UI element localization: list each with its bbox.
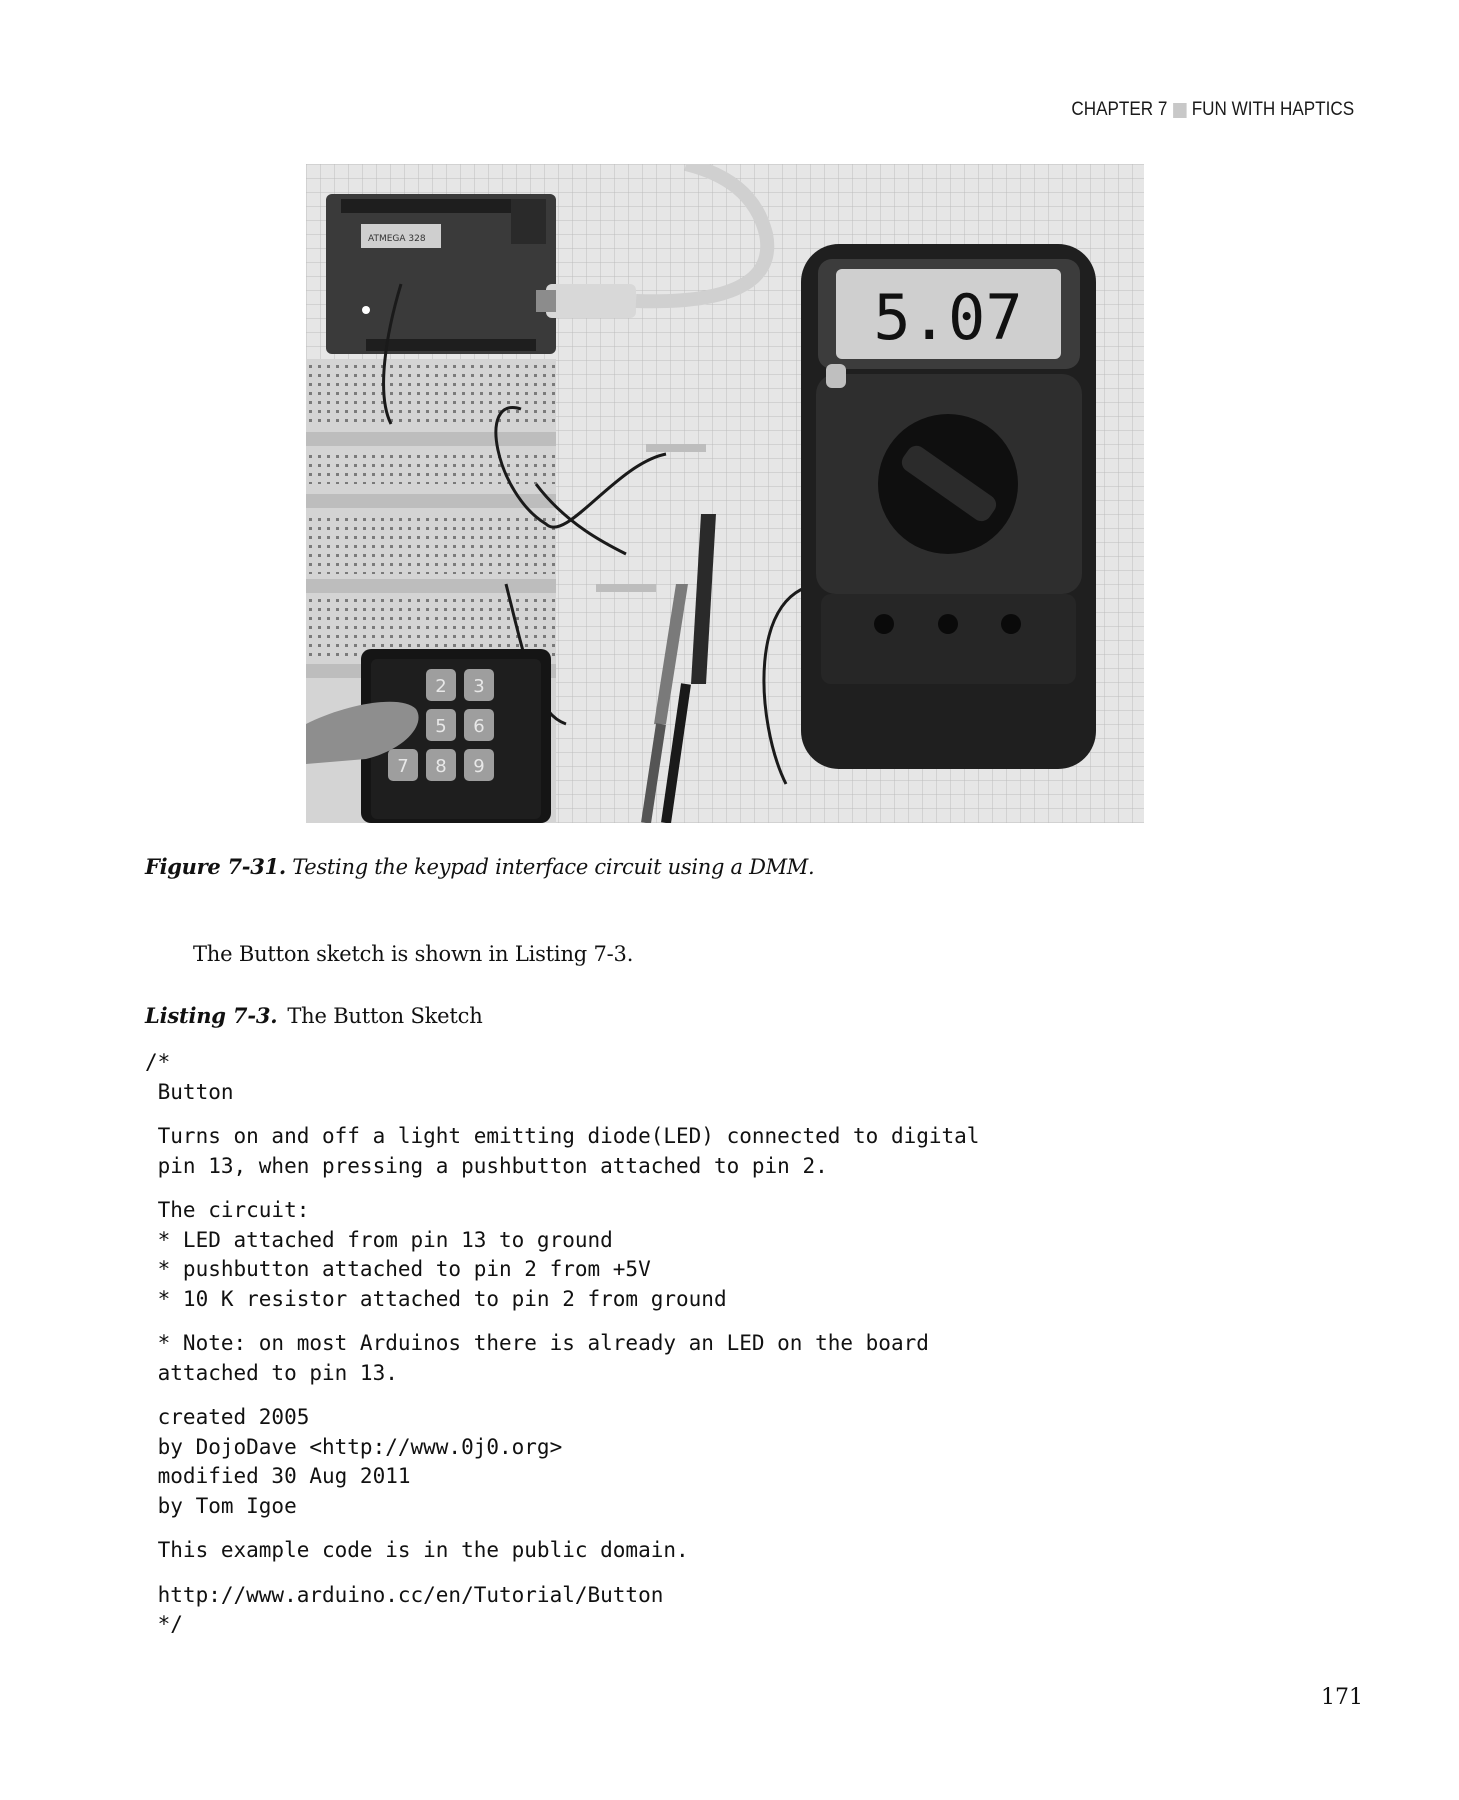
- code-line: * LED attached from pin 13 to ground: [145, 1227, 613, 1252]
- code-line: modified 30 Aug 2011: [145, 1464, 411, 1488]
- code-line: * 10 K resistor attached to pin 2 from ground: [145, 1286, 727, 1311]
- code-line: * pushbutton attached to pin 2 from +5V: [145, 1257, 651, 1281]
- keypad-key-label: 5: [435, 716, 447, 737]
- keypad-key: [426, 749, 456, 781]
- keypad-key: [464, 749, 494, 781]
- listing-title: [145, 1003, 483, 1028]
- code-listing: [145, 1048, 979, 1640]
- code-line: by Tom Igoe: [145, 1493, 297, 1518]
- keypad-key-label: 2: [435, 676, 447, 697]
- figure-caption: [145, 854, 814, 879]
- code-line: */: [145, 1612, 183, 1636]
- code-line: * Note: on most Arduinos there is already an LED on the board: [145, 1331, 929, 1355]
- running-header: [1071, 99, 1354, 121]
- chapter-label: CHAPTER 7: [1071, 99, 1168, 120]
- code-spacer: [145, 1181, 979, 1196]
- keypad-key-label: 6: [473, 716, 485, 737]
- code-line: http://www.arduino.cc/en/Tutorial/Button: [145, 1582, 664, 1607]
- code-spacer: [145, 1107, 979, 1122]
- code-spacer: [145, 1388, 979, 1403]
- keypad-key: [464, 709, 494, 741]
- listing-label: Listing 7-3.: [145, 1003, 278, 1028]
- keypad-key-label: 7: [397, 756, 409, 777]
- keypad-key-label: 9: [473, 756, 485, 777]
- page-number: 171: [1321, 1685, 1363, 1710]
- keypad-key: [426, 709, 456, 741]
- code-line: pin 13, when pressing a pushbutton attached to pin 2.: [145, 1153, 828, 1178]
- code-line: Button: [145, 1079, 234, 1104]
- keypad-key: [388, 749, 418, 781]
- code-spacer: [145, 1314, 979, 1329]
- keypad-key-label: 3: [473, 676, 485, 697]
- figure-caption-text: Testing the keypad interface circuit using a DMM.: [292, 855, 815, 879]
- code-line: created 2005: [145, 1405, 310, 1429]
- chip-label: ATMEGA 328: [368, 234, 426, 244]
- code-line: The circuit:: [145, 1198, 310, 1222]
- code-line: by DojoDave <http://www.0j0.org>: [145, 1434, 563, 1459]
- code-line: attached to pin 13.: [145, 1360, 398, 1385]
- body-paragraph: The Button sketch is shown in Listing 7-3.: [193, 942, 634, 966]
- keypad-key: [426, 669, 456, 701]
- keypad-key: [464, 669, 494, 701]
- chapter-title: FUN WITH HAPTICS: [1191, 99, 1354, 120]
- multimeter: [801, 244, 1096, 769]
- keypad-key-label: 8: [435, 756, 447, 777]
- code-spacer: [145, 1566, 979, 1581]
- code-spacer: [145, 1521, 979, 1536]
- code-line: /*: [145, 1050, 171, 1074]
- code-line: Turns on and off a light emitting diode(LED) connected to digital: [145, 1124, 980, 1148]
- figure-photo: [306, 164, 1144, 823]
- meter-reading: 5.07: [873, 281, 1023, 354]
- listing-title-text: The Button Sketch: [287, 1004, 483, 1028]
- separator-square-icon: [1173, 103, 1187, 118]
- arduino-board: [326, 194, 556, 354]
- figure-label: Figure 7-31.: [145, 854, 286, 879]
- code-line: This example code is in the public domain.: [145, 1538, 689, 1562]
